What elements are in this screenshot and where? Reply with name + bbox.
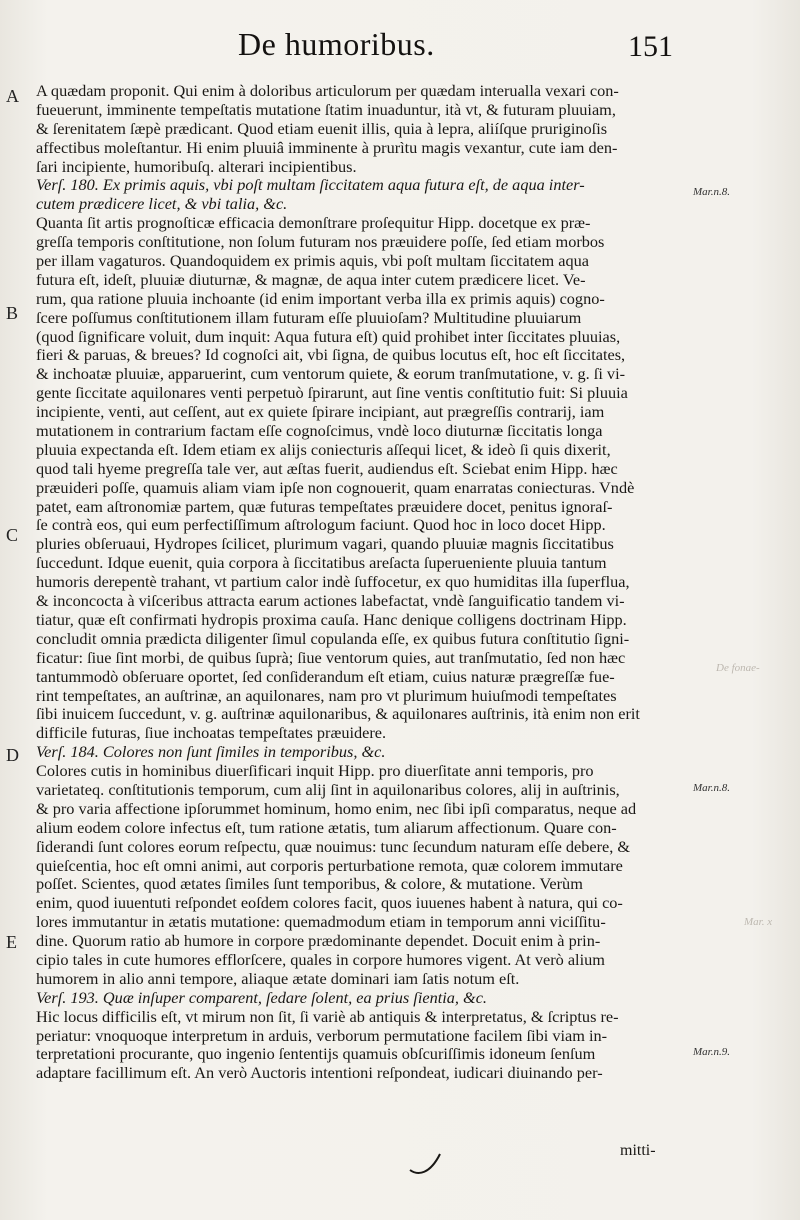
section-letter-c: C — [6, 525, 19, 545]
text-line: ſuccedunt. Idque euenit, quia corpora à ſiccitatibus areſacta ſuperueniente pluuia tantum — [36, 553, 607, 573]
verse-heading: Verſ. 180. Ex primis aquis, vbi poſt multam ſiccitatem aqua futura eſt, de aqua inter- — [36, 175, 585, 195]
text-line: humorem in alio anni tempore, aliaque ætate dominari iam ſatis notum eſt. — [36, 968, 520, 988]
text-line: per illam vagaturos. Quandoquidem ex primis aquis, vbi poſt multam ſiccitatem aqua — [36, 251, 589, 271]
text-line: ſari incipiente, humoribuſq. alterari incipientibus. — [36, 156, 357, 176]
text-line: tiatur, quæ eſt confirmati hydropis proxima cauſa. Hanc denique colligens doctrinam Hipp. — [36, 609, 627, 629]
text-line: & inconcocta à viſceribus attracta earum actiones labefactat, vndè ſanguificatio tandem vi- — [36, 591, 625, 611]
text-line: mutationem in contrarium factam eſſe cognoſcimus, vndè loco diuturnæ ſiccitatis longa — [36, 421, 603, 441]
text-line: ſe contrà eos, qui eum perfectiſſimum aſtrologum faciunt. Quod hoc in loco docet Hipp. — [36, 515, 606, 535]
ink-mark-icon — [408, 1150, 444, 1176]
text-line: fueuerunt, imminente tempeſtatis mutatione ſtatim inuaduntur, ità vt, & futuram pluuiam, — [36, 99, 616, 119]
text-line: rum, qua ratione pluuia inchoante (id enim important verba illa ex primis aquis) cogno- — [36, 288, 605, 308]
text-line: patet, eam aſtronomiæ partem, quæ futuras tempeſtates præuidere docet, penitus ignoraſ- — [36, 496, 613, 516]
text-line: gente ſiccitate aquilonares venti perpetuò ſpirarunt, aut ſine ventis conſtitutio fuit: Si pluuia — [36, 383, 628, 403]
text-line: quieſcentia, hoc eſt omni animi, aut corporis perturbatione remota, quæ colorem immutare — [36, 855, 623, 875]
text-line: & ſerenitatem ſæpè prædicant. Quod etiam euenit illis, quia à lepra, aliíſque pruriginoſis — [36, 118, 608, 138]
text-line: poſſet. Scientes, quod ætates ſimiles ſunt temporibus, & colore, & mutatione. Verùm — [36, 874, 583, 894]
text-line: incipiente, venti, aut ceſſent, aut ex quiete ſpirare incipiant, aut prægreſſis contrarij, iam — [36, 402, 605, 422]
margin-note: Mar.n.8. — [693, 782, 730, 794]
text-line: dine. Quorum ratio ab humore in corpore prædominante dependet. Docuit enim à prin- — [36, 931, 601, 951]
body-text — [36, 82, 684, 1083]
text-line: ſibi inuicem ſuccedunt, v. g. auſtrinæ aquilonaribus, & aquilonares auſtrinis, ità enim non erit — [36, 704, 640, 724]
bleed-through-text: De fonae- — [716, 662, 760, 674]
text-line: adaptare facillimum eſt. An verò Auctoris intentioni reſpondeat, iudicari diuinando per- — [36, 1063, 603, 1083]
verse-heading: cutem prædicere licet, & vbi talia, &c. — [36, 194, 288, 214]
text-line: Hic locus difficilis eſt, vt mirum non ſit, ſi variè ab antiquis & interpretatus, & ſcriptus re- — [36, 1006, 619, 1026]
text-line: ſcere poſſumus conſtitutionem illam futuram eſſe pluuioſam? Multitudine pluuiarum — [36, 307, 582, 327]
running-head: De humoribus. — [238, 26, 435, 62]
bleed-through-text: Mar. x — [744, 916, 773, 928]
text-line: terpretationi procurante, quo ingenio ſententijs quamuis obſcuriſſimis idoneum ſenſum — [36, 1044, 596, 1064]
text-line: greſſa temporis conſtitutione, non ſolum futuram nos præuidere poſſe, ſed etiam morbos — [36, 232, 605, 252]
section-letter-b: B — [6, 303, 19, 323]
text-line: Quanta ſit artis prognoſticæ efficacia demonſtrare proſequitur Hipp. docetque ex præ- — [36, 213, 591, 233]
verse-heading: Verſ. 184. Colores non ſunt ſimiles in temporibus, &c. — [36, 742, 386, 762]
text-line: cipio tales in cute humores efflorſcere, quales in corpore humores vigent. At verò alium — [36, 949, 605, 969]
margin-note: Mar.n.9. — [693, 1046, 730, 1058]
text-line: Colores cutis in hominibus diuerſificari inquit Hipp. pro diuerſitate anni temporis, pro — [36, 761, 594, 781]
text-line: periatur: vnoquoque interpretum in arduis, verborum permutatione facilem ſibi viam in- — [36, 1025, 608, 1045]
text-line: pluuia expectanda eſt. Idem etiam ex alijs coniecturis aſſequi licet, & ideò ſi quis dixerit, — [36, 439, 611, 459]
text-line: varietateq. conſtitutionis temporum, cum alij ſint in aquilonaribus colores, alij in auſtrinis, — [36, 779, 620, 799]
text-line: futura eſt, ideſt, pluuiæ diuturnæ, & magnæ, de aqua inter cutem prædicere licet. Ve- — [36, 269, 586, 289]
text-line: & inchoatæ pluuiæ, apparuerint, cum ventorum quiete, & eorum tranſmutatione, v. g. ſi vi- — [36, 364, 626, 384]
text-line: humoris derepentè trahant, vt partium calor indè ſuffocetur, ex quo humiditas illa ſuperflua, — [36, 572, 630, 592]
text-line: quod tali hyeme pregreſſa tale ver, aut æſtas fuerit, audiendus eſt. Sciebat enim Hipp. hæc — [36, 458, 618, 478]
page-number: 151 — [628, 30, 673, 63]
text-line: affectibus moleſtantur. Hi enim pluuiâ imminente à prurìtu magis vexantur, cute iam den- — [36, 137, 618, 157]
text-line: A quædam proponit. Qui enim à doloribus articulorum per quædam interualla vexari con- — [36, 81, 619, 100]
text-line: rint tempeſtates, an auſtrinæ, an aquilonares, nam pro vt plurimum huiuſmodi tempeſtates — [36, 685, 617, 705]
section-letter-d: D — [6, 745, 19, 765]
text-line: (quod ſignificare voluit, dum inquit: Aqua futura eſt) quid prohibet inter ſiccitates pluuias, — [36, 326, 621, 346]
section-letter-e: E — [6, 932, 17, 952]
text-line: difficile futuras, ſiue inchoatas tempeſtates præuidere. — [36, 723, 387, 743]
text-line: & pro varia affectione ipſorummet hominum, homo enim, nec ſibi ipſi comparatus, neque ad — [36, 798, 637, 818]
verse-heading: Verſ. 193. Quæ inſuper comparent, ſedare ſolent, ea prius ſientia, &c. — [36, 987, 487, 1007]
text-line: præuideri poſſe, quamuis aliam viam ipſe non cognouerit, quam enarratas coniecturas. Vndè — [36, 477, 635, 497]
text-line: ficatur: ſiue ſint morbi, de quibus ſuprà; ſiue ventorum quies, aut tranſmutatio, ſed non hæc — [36, 647, 626, 667]
section-letter-a: A — [6, 86, 19, 106]
text-line: pluries obſeruaui, Hydropes ſcilicet, plurimum vagari, quando pluuiæ magnis ſiccitatibus — [36, 534, 614, 554]
text-line: tantummodò obſeruare oportet, ſed conſiderandum eſt etiam, cuius naturæ prægreſſæ fue- — [36, 666, 615, 686]
text-line: lores immutantur in ætatis mutatione: quemadmodum etiam in temporum anni viciſſitu- — [36, 912, 606, 932]
catchword: mitti- — [620, 1142, 656, 1159]
text-line: fieri & paruas, & breues? Id cognoſci ait, vbi ſigna, de quibus locutus eſt, hoc eſt ſiccitates, — [36, 345, 626, 365]
text-line: ſiderandi ſunt colores eorum reſpectu, quæ nouimus: tunc ſecundum naturam eſſe debere, & — [36, 836, 631, 856]
margin-note: Mar.n.8. — [693, 186, 730, 198]
text-line: concludit omnia prædicta diligenter ſimul copulanda eſſe, ex quibus futura conſtitutio ſigni- — [36, 628, 630, 648]
text-line: alium eodem colore infectus eſt, tum ratione ætatis, tum aliarum affectionum. Quare con- — [36, 817, 617, 837]
text-line: enim, quod iuuentuti reſpondet eoſdem colores facit, quos iuuenes habent à natura, qui co- — [36, 893, 623, 913]
